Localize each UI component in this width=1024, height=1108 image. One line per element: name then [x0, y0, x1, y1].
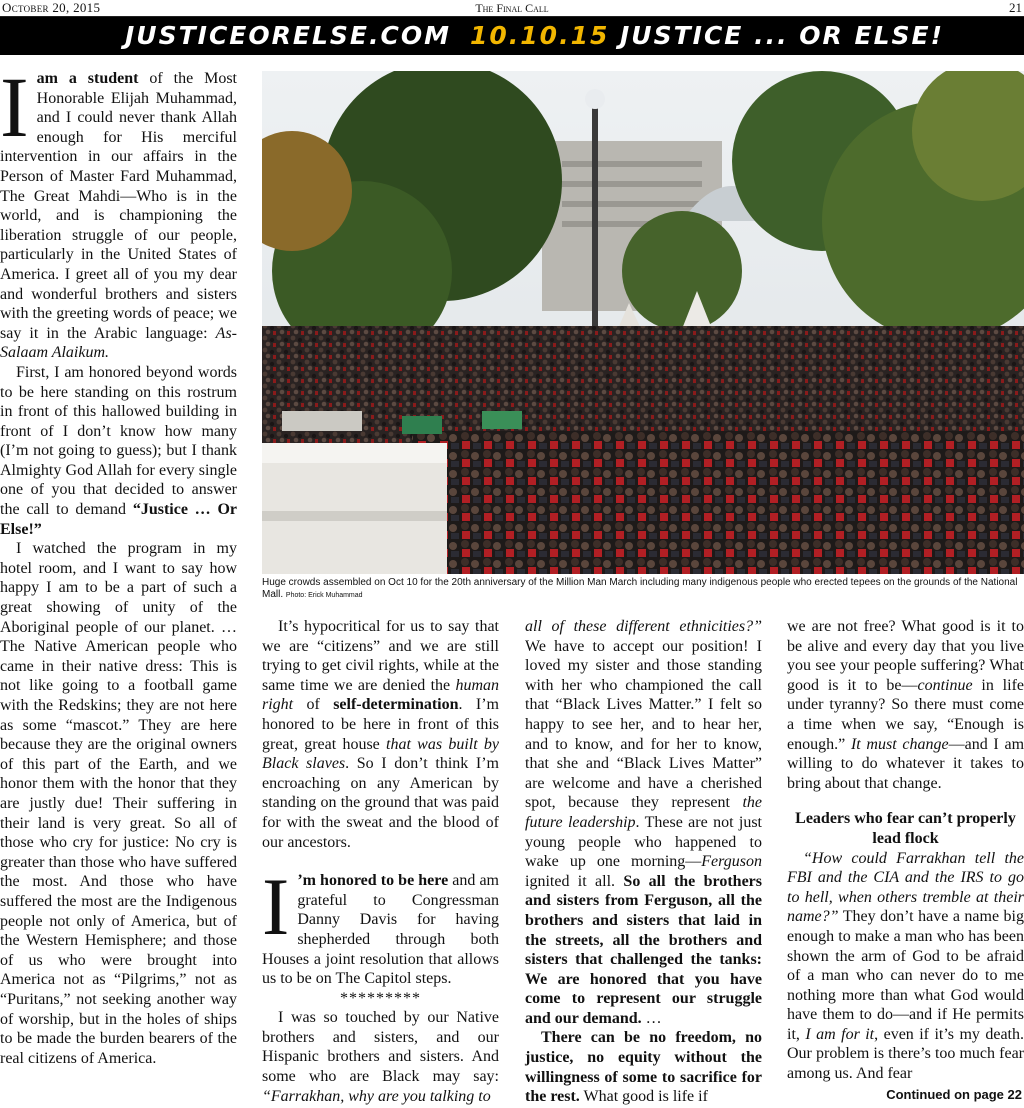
- bold-text: “Justice … Or Else!”: [0, 501, 237, 538]
- bold-text: There can be no freedom, no justice, no equity without the willingness of some to sacrifice for the rest.: [525, 1029, 762, 1106]
- paragraph: [525, 617, 762, 1028]
- banner-slogan: JUSTICE ... OR ELSE!: [620, 21, 944, 50]
- bold-text: So all the brothers and sisters from Ferguson, all the brothers and sisters that laid in the streets, all the brothers and sisters that challenged the tanks: We are honored that you have come to represent our struggle and our demand.: [525, 872, 763, 1027]
- text: …: [641, 1009, 662, 1027]
- article-column-3: [525, 617, 762, 1107]
- bold-text: self-determination: [333, 696, 459, 714]
- italic-text: continue: [917, 676, 973, 694]
- paragraph: [0, 59, 237, 363]
- italic-text: As-Salaam Alaikum.: [0, 324, 237, 362]
- subheading: Leaders who fear can’t properly lead flock: [795, 810, 1016, 847]
- italic-text: “Farrakhan, why are you talking to: [262, 1087, 491, 1105]
- page-number: 21: [1009, 0, 1022, 15]
- paragraph: [0, 363, 237, 539]
- text: ignited it all.: [525, 872, 624, 890]
- text: I watched the program in my hotel room, and I want to say how happy I am to be a part of such a great showing of unity of the Aboriginal people of our planet. … The Native American people who came in their native dress: This is not like going to a football game with the Redskins; they are not here as some “mascot.” They are here because they are the original owners of this part of the Earth, and we honor them with the honor that they are justly due! Their suffering in their land is very great. So all of those who cry for justice: No cry is greater than those who have suffered the most. And those who have suffered the most are the Indigenous people not only of America, but of the Western Hemisphere; and those of us who were brought into America not as “Pilgrims,” not as “Puritans,” not seeking another way of worship, but in the holes of ships to be made the burden bearers of the real citizens of America.: [0, 540, 237, 1067]
- photo-caption: [262, 577, 1024, 602]
- text: I was so touched by our Native brothers and sisters, and our Hispanic brothers and sisters. And some who are Black may say:: [262, 1009, 499, 1086]
- paragraph: [262, 861, 499, 989]
- paragraph: [525, 1028, 762, 1106]
- crowd-photo: [262, 71, 1024, 574]
- issue-date: October 20, 2015: [2, 0, 101, 15]
- text: , even if it’s my death. Our problem is there’s too much fear among us. And fear: [787, 1025, 1024, 1083]
- text: What good is life if: [579, 1088, 708, 1106]
- drop-cap: I: [262, 861, 290, 953]
- paragraph: [0, 539, 237, 1068]
- continued-link[interactable]: Continued on page 22: [886, 1087, 1022, 1102]
- article-column-2: [262, 617, 499, 1106]
- italic-text: “How could Farrakhan tell the FBI and the CIA and the IRS to go to hell, when others tremble at their name?”: [787, 849, 1024, 926]
- drop-cap: I: [0, 59, 29, 155]
- italic-text: It must change: [850, 735, 949, 753]
- text: of the Most Honorable Elijah Muhammad, and I could never thank Allah enough for His merciful intervention in our affairs in the Person of Master Fard Muhammad, The Great Mahdi—Who is in the world, and is championing the liberation struggle of our people, particularly in the United States of America. I greet all of you my dear and wonderful brothers and sisters with the greeting words of peace; we say it in the Arabic language:: [0, 70, 237, 342]
- banner-date: 10.10.15: [470, 21, 610, 50]
- newspaper-name: The Final Call: [475, 1, 549, 15]
- banner: [0, 17, 1024, 55]
- italic-text: the future leadership: [525, 794, 762, 831]
- text: and am grateful to Congressman Danny Davis for having shepherded through both Houses a joint resolution that allows us to be on The Capitol steps.: [262, 872, 499, 988]
- article-column-1: [0, 59, 237, 1068]
- text: . So I don’t think I’m encroaching on any American by standing on the ground that was paid for with the sweat and the blood of our ancestors.: [262, 755, 499, 851]
- section-divider: *********: [340, 989, 421, 1007]
- text: . I’m honored to be here in front of this great, great house: [262, 696, 499, 753]
- italic-text: all of these different ethnicities?”: [525, 618, 762, 635]
- bold-lead: ’m honored to be here: [297, 872, 449, 890]
- text: We have to accept our position! I loved my sister and those standing with her who championed the call that “Black Lives Matter.” I felt so happy to see her, and to hear her, and to know, and for her to know, that she and “Black Lives Matter” are welcome and have a cherished spot, because they represent: [525, 637, 762, 812]
- paragraph: [787, 617, 1024, 793]
- banner-website: JUSTICEORELSE.COM: [125, 21, 451, 50]
- caption-text: Huge crowds assembled on Oct 10 for the 20th anniversary of the Million Man March including many indigenous people who erected tepees on the grounds of the National Mall.: [262, 577, 1018, 600]
- paragraph: [262, 617, 499, 852]
- photo-credit: Photo: Erick Muhammad: [285, 592, 363, 599]
- text: —and I am willing to do whatever it takes to bring about that change.: [787, 735, 1024, 792]
- text: . These are not just young people who happened to wake up one morning—: [525, 813, 763, 871]
- text: in life under tyranny? So there must come a time when we say, “Enough is enough.”: [787, 676, 1024, 753]
- text: of: [293, 696, 334, 714]
- italic-text: I am for it: [805, 1025, 875, 1043]
- text: First, I am honored beyond words to be here standing on this rostrum in front of this hallowed building in front of I don’t know how many (I’m not going to guess); but I thank Almighty God Allah for every single one of you that decided to answer the call to demand: [0, 363, 237, 519]
- text: They don’t have a name big enough to make a man who has been shown the arm of God to be afraid of a man who can never do to me nothing more than what God would have them to do—and if He permits it,: [787, 908, 1024, 1043]
- italic-text: Ferguson: [701, 853, 762, 871]
- page-header: [0, 0, 1024, 17]
- text: It’s hypocritical for us to say that we are “citizens” and we are still trying to get civil rights, while at the same time we are denied the: [262, 618, 499, 694]
- crowd-photo-image: [262, 71, 1024, 574]
- paragraph: [787, 849, 1024, 1084]
- italic-text: that was built by Black slaves: [262, 735, 500, 773]
- text: we are not free? What good is it to be alive and every day that you live you see your people suffering? What good is it to be—: [787, 618, 1024, 694]
- italic-text: human right: [262, 676, 499, 714]
- paragraph: [262, 1008, 499, 1106]
- article-column-4: [787, 617, 1024, 1084]
- bold-lead: am a student: [36, 70, 139, 87]
